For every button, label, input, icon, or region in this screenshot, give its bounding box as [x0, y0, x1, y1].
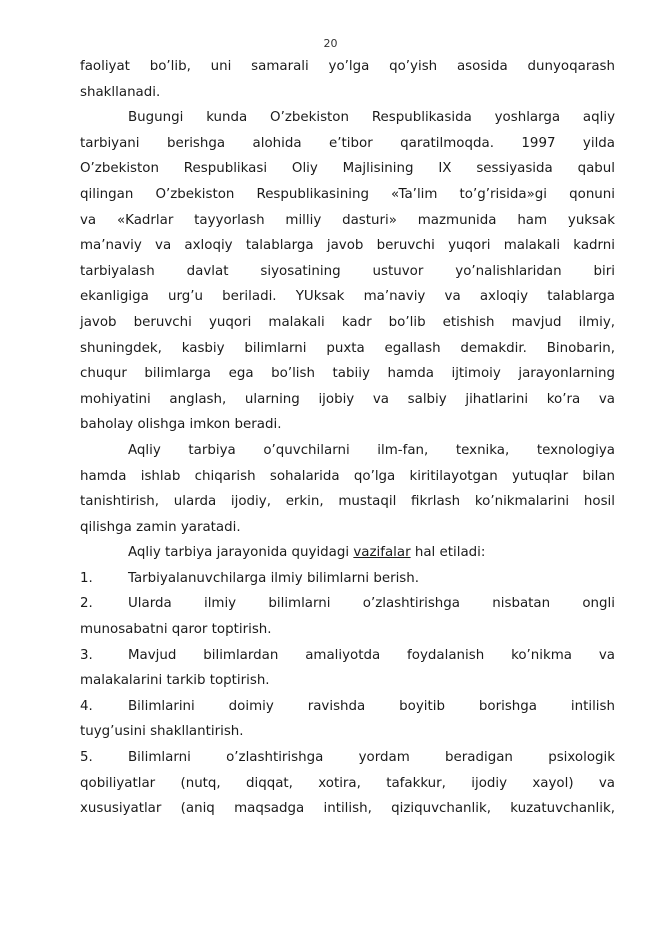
- list-number: 1.: [80, 570, 93, 586]
- list-item-continuation: malakalarini tarkib toptirish.: [80, 673, 270, 689]
- list-item-continuation: qobiliyatlar (nutq, diqqat, xotira, tafakkur, ijodiy xayol) va: [80, 775, 615, 791]
- paragraph-line: mohiyatini anglash, ularning ijobiy va salbiy jihatlarini ko’ra va: [80, 391, 615, 407]
- text-span: hal etiladi:: [410, 545, 486, 561]
- list-item-continuation: tuyg’usini shakllantirish.: [80, 724, 244, 740]
- document-body: [80, 54, 615, 822]
- paragraph-line: O’zbekiston Respublikasi Oliy Majlisining IX sessiyasida qabul: [80, 161, 615, 177]
- list-item: [80, 643, 615, 669]
- list-number: 5.: [80, 750, 93, 766]
- list-number: 3.: [80, 647, 93, 663]
- list-item: [80, 591, 615, 617]
- list-number: 2.: [80, 596, 93, 612]
- paragraph-line: chuqur bilimlarga ega bo’lish tabiiy hamda ijtimoiy jarayonlarning: [80, 366, 615, 382]
- paragraph-line: javob beruvchi yuqori malakali kadr bo’lib etishish mavjud ilmiy,: [80, 314, 615, 330]
- list-item-continuation: xususiyatlar (aniq maqsadga intilish, qiziquvchanlik, kuzatuvchanlik,: [80, 801, 615, 817]
- paragraph-line: Bugungi kunda O’zbekiston Respublikasida yoshlarga aqliy: [128, 110, 615, 126]
- list-text: Tarbiyalanuvchilarga ilmiy bilimlarni berish.: [128, 570, 420, 586]
- paragraph-line: va «Kadrlar tayyorlash milliy dasturi» mazmunida ham yuksak: [80, 212, 615, 228]
- paragraph-line: [80, 540, 615, 566]
- paragraph-line: shakllanadi.: [80, 84, 161, 100]
- list-text: Mavjud bilimlardan amaliyotda foydalanish ko’nikma va: [128, 647, 615, 663]
- paragraph-line: tarbiyalash davlat siyosatining ustuvor yo’nalishlaridan biri: [80, 263, 615, 279]
- paragraph-line: qilishga zamin yaratadi.: [80, 519, 241, 535]
- paragraph-line: tarbiyani berishga alohida e’tibor qaratilmoqda. 1997 yilda: [80, 135, 615, 151]
- list-item: [80, 694, 615, 720]
- list-text: Bilimlarni o’zlashtirishga yordam beradigan psixologik: [128, 750, 615, 766]
- paragraph-line: baholay olishga imkon beradi.: [80, 417, 282, 433]
- list-text: Bilimlarini doimiy ravishda boyitib borishga intilish: [128, 698, 615, 714]
- paragraph-line: hamda ishlab chiqarish sohalarida qo’lga kiritilayotgan yutuqlar bilan: [80, 468, 615, 484]
- paragraph-line: shuningdek, kasbiy bilimlarni puxta egallash demakdir. Binobarin,: [80, 340, 615, 356]
- paragraph-line: qilingan O’zbekiston Respublikasining «Ta’lim to’g’risida»gi qonuni: [80, 186, 615, 202]
- paragraph-line: ma’naviy va axloqiy talablarga javob beruvchi yuqori malakali kadrni: [80, 238, 615, 254]
- paragraph-line: faoliyat bo’lib, uni samarali yo’lga qo’yish asosida dunyoqarash: [80, 59, 615, 74]
- text-span: Aqliy tarbiya jarayonida quyidagi: [128, 545, 354, 561]
- paragraph-line: tanishtirish, ularda ijodiy, erkin, mustaqil fikrlash ko’nikmalarini hosil: [80, 494, 615, 510]
- underlined-term: vazifalar: [353, 545, 411, 561]
- list-item-continuation: munosabatni qaror toptirish.: [80, 622, 272, 638]
- paragraph-line: Aqliy tarbiya o’quvchilarni ilm-fan, texnika, texnologiya: [128, 442, 615, 458]
- list-text: Ularda ilmiy bilimlarni o’zlashtirishga nisbatan ongli: [128, 596, 615, 612]
- list-number: 4.: [80, 698, 93, 714]
- paragraph-line: ekanligiga urg’u beriladi. YUksak ma’naviy va axloqiy talablarga: [80, 289, 615, 305]
- list-item: [80, 745, 615, 771]
- page-number: 20: [323, 37, 338, 50]
- list-item: [80, 566, 615, 592]
